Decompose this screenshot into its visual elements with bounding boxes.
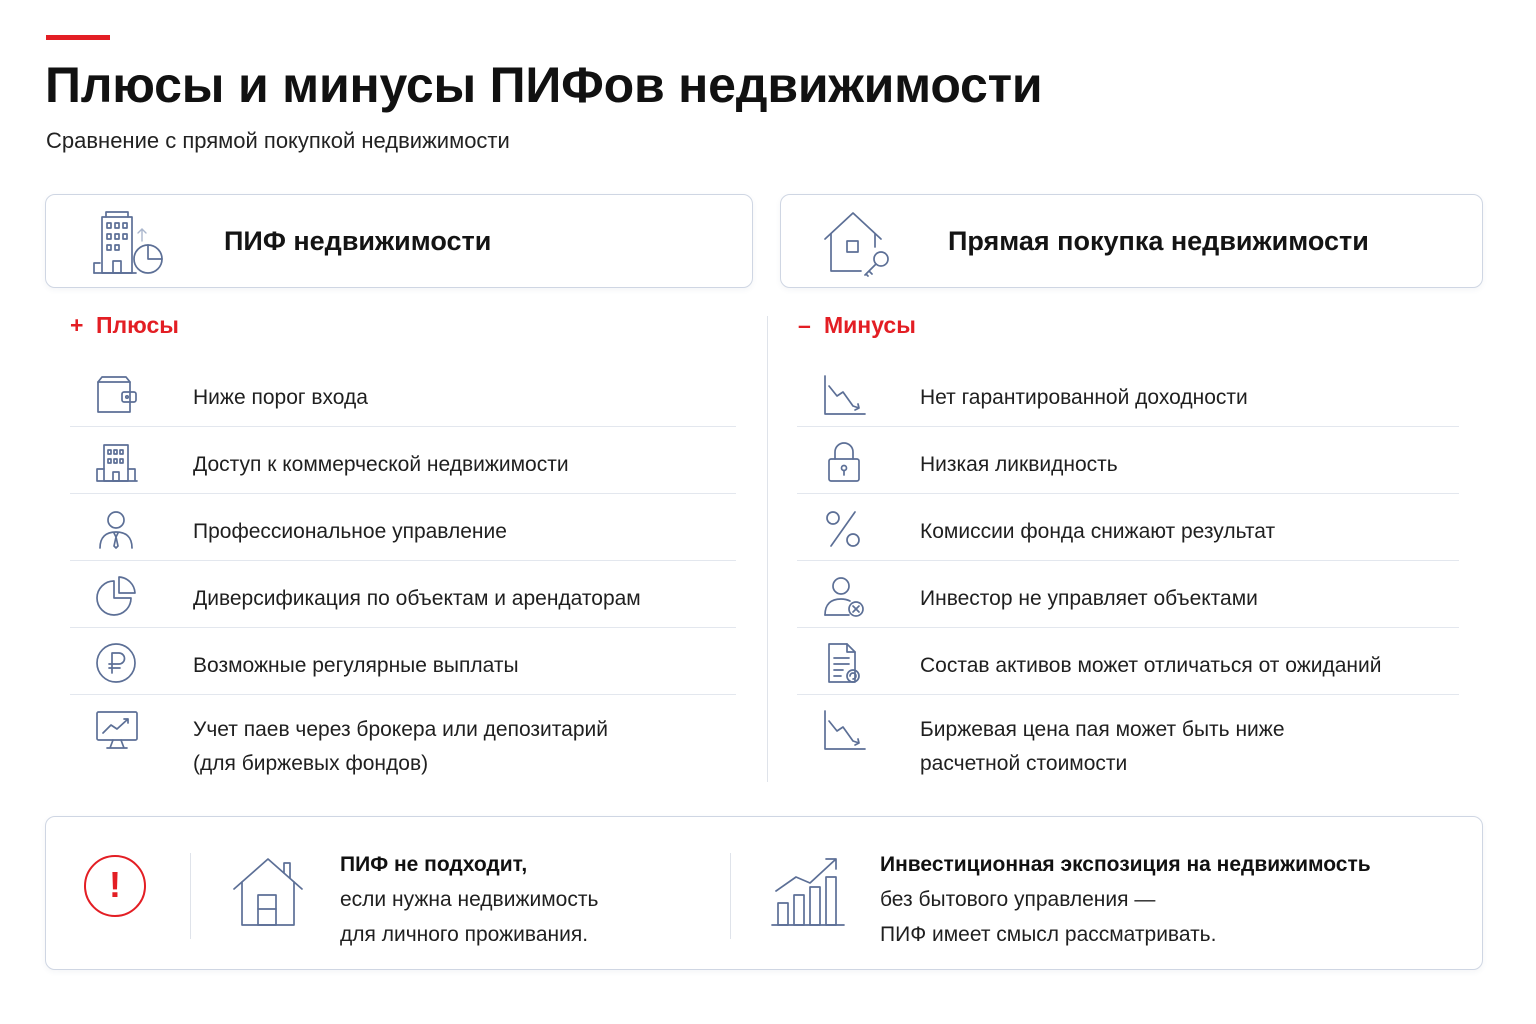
list-item [797, 628, 1459, 695]
pros-label-text: Плюсы [96, 312, 179, 338]
cons-label [798, 312, 916, 339]
pros-item-text: Возможные регулярные выплаты [193, 654, 519, 677]
growth-chart-icon [770, 853, 846, 929]
list-item [797, 494, 1459, 561]
pros-item-text: Диверсификация по объектам и арендаторам [193, 587, 641, 610]
title-accent-bar [46, 35, 110, 40]
summary-divider [190, 853, 191, 939]
building-chart-icon [92, 207, 168, 277]
summary-recommendation-bold: Инвестиционная экспозиция на недвижимость [880, 853, 1371, 876]
lock-icon [821, 439, 867, 485]
percent-icon [821, 506, 867, 552]
summary-divider [730, 853, 731, 939]
summary-recommendation [880, 847, 1371, 952]
pros-item-text: Ниже порог входа [193, 386, 368, 409]
summary-not-suitable-line2: для личного проживания. [340, 923, 589, 946]
manager-icon [94, 506, 140, 552]
column-divider [767, 316, 768, 782]
summary-not-suitable-bold: ПИФ не подходит, [340, 853, 528, 876]
summary-card [45, 816, 1483, 970]
list-item [70, 427, 736, 494]
cons-item-text: Низкая ликвидность [920, 453, 1118, 476]
cons-item-text: Состав активов может отличаться от ожиданий [920, 654, 1382, 677]
cons-label-text: Минусы [824, 312, 916, 338]
list-item [797, 695, 1459, 785]
ruble-coin-icon [94, 640, 140, 686]
cons-item-text [920, 713, 1285, 781]
pros-item-text: Доступ к коммерческой недвижимости [193, 453, 569, 476]
summary-recommendation-line2: ПИФ имеет смысл рассматривать. [880, 923, 1217, 946]
list-item [70, 494, 736, 561]
pie-chart-icon [94, 573, 140, 619]
cons-item-text: Нет гарантированной доходности [920, 386, 1248, 409]
summary-not-suitable [340, 847, 598, 952]
header-title-direct: Прямая покупка недвижимости [948, 226, 1369, 256]
chart-down-icon [821, 372, 867, 418]
list-item [797, 360, 1459, 427]
house-key-icon [821, 207, 897, 277]
cons-item-text-line2: расчетной стоимости [920, 752, 1128, 775]
plus-icon: + [70, 312, 84, 338]
summary-recommendation-line1: без бытового управления — [880, 888, 1156, 911]
pros-item-text: Профессиональное управление [193, 520, 507, 543]
cons-item-text: Инвестор не управляет объектами [920, 587, 1258, 610]
list-item [70, 695, 736, 785]
pros-item-text [193, 713, 608, 781]
cons-item-text: Комиссии фонда снижают результат [920, 520, 1276, 543]
document-icon [821, 640, 867, 686]
pros-item-text-line1: Учет паев через брокера или депозитарий [193, 718, 608, 741]
page-title: Плюсы и минусы ПИФов недвижимости [45, 57, 1043, 113]
header-card-fund [45, 194, 753, 288]
monitor-chart-icon [94, 707, 140, 753]
list-item [70, 360, 736, 427]
list-item [70, 628, 736, 695]
pros-list [70, 360, 736, 785]
summary-not-suitable-line1: если нужна недвижимость [340, 888, 599, 911]
chart-down-icon [821, 707, 867, 753]
user-x-icon [821, 573, 867, 619]
header-title-fund: ПИФ недвижимости [224, 226, 492, 256]
wallet-icon [94, 372, 140, 418]
minus-icon: – [798, 312, 811, 338]
header-card-direct [780, 194, 1483, 288]
pros-label [70, 312, 179, 339]
cons-list [797, 360, 1459, 785]
cons-item-text-line1: Биржевая цена пая может быть ниже [920, 718, 1285, 741]
list-item [70, 561, 736, 628]
office-building-icon [94, 439, 140, 485]
page-subtitle: Сравнение с прямой покупкой недвижимости [46, 128, 510, 153]
house-icon [230, 853, 306, 929]
warning-icon: ! [84, 855, 146, 917]
pros-item-text-line2: (для биржевых фондов) [193, 752, 429, 775]
list-item [797, 427, 1459, 494]
list-item [797, 561, 1459, 628]
